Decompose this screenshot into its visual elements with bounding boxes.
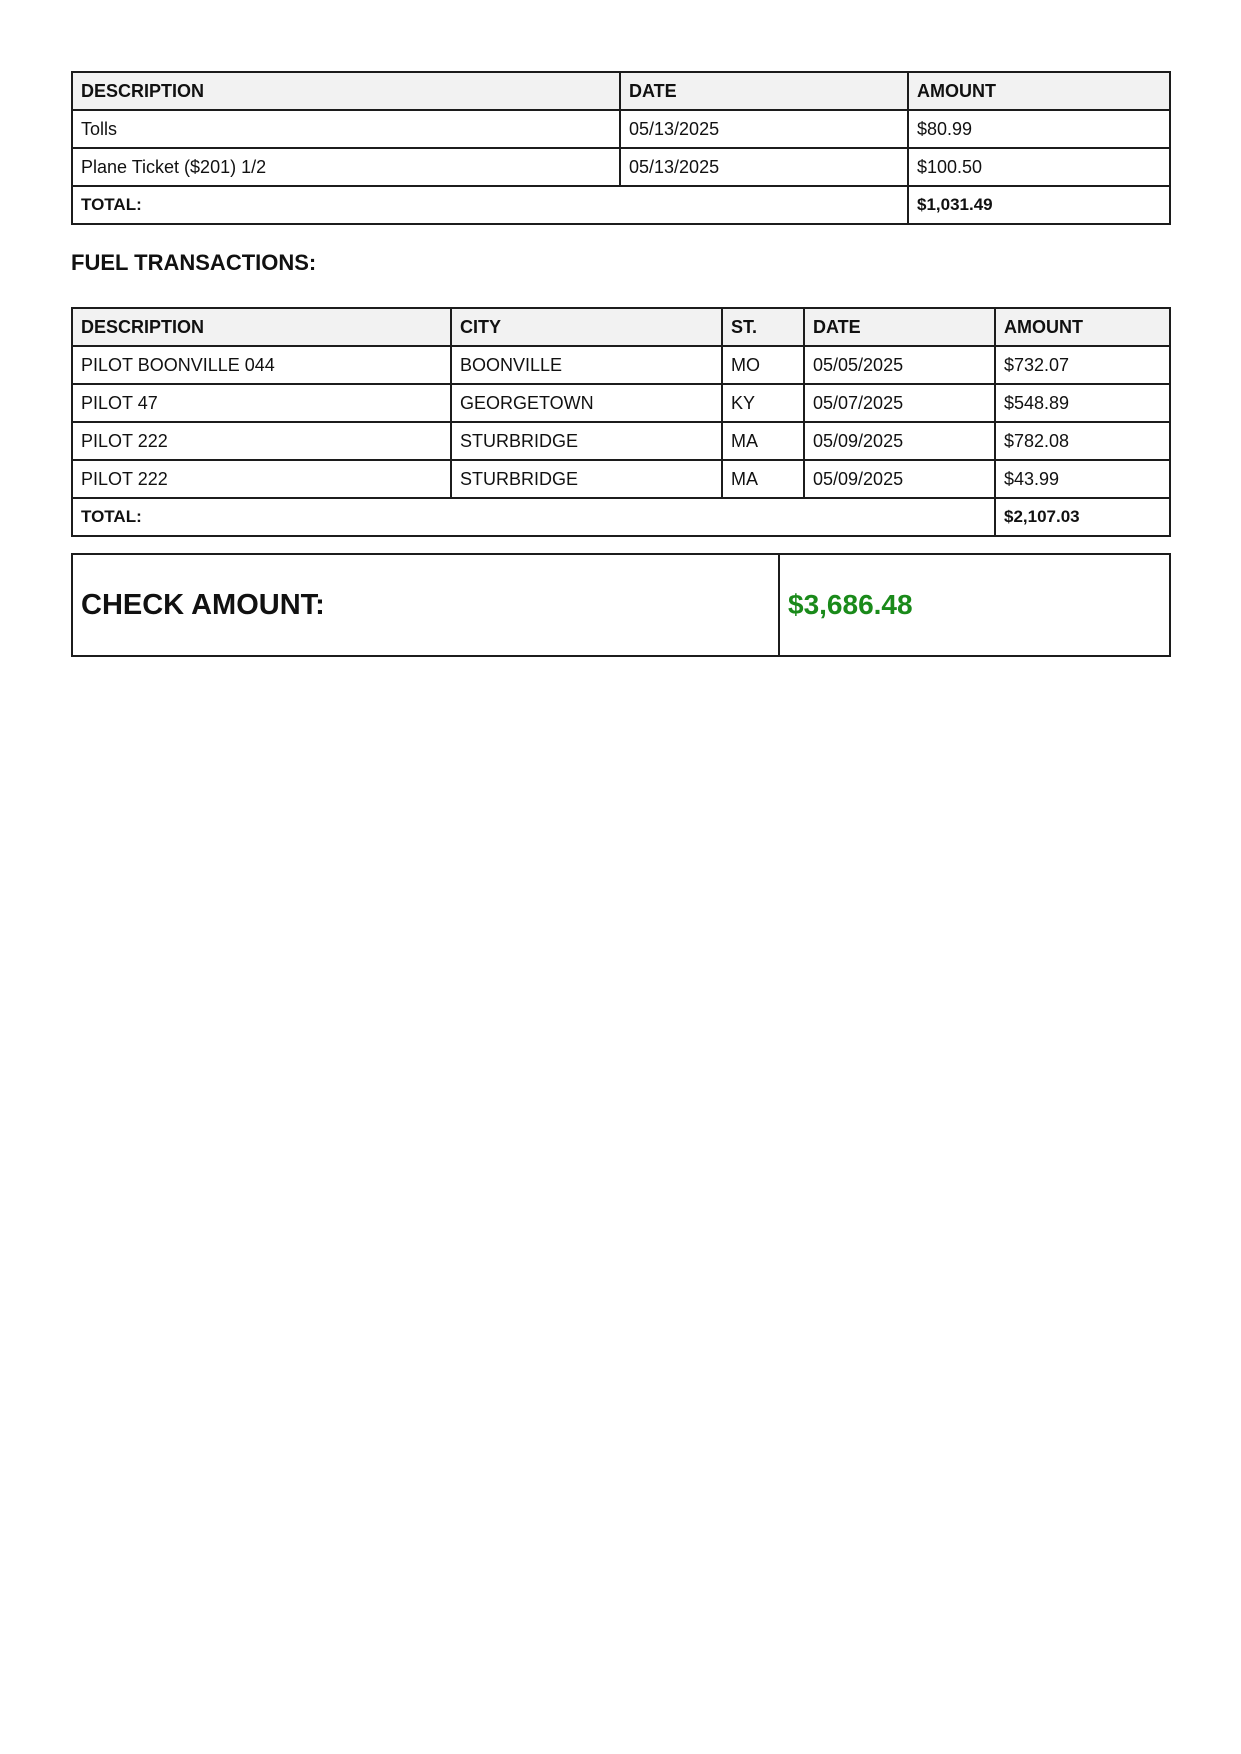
expenses-table (71, 71, 1171, 225)
fuel-transactions-table (71, 307, 1171, 537)
check-amount-label: CHECK AMOUNT: (72, 554, 779, 656)
fuel-header-row (72, 308, 1170, 346)
fuel-section-title: FUEL TRANSACTIONS: (71, 250, 317, 275)
table-row (72, 384, 1170, 422)
row-date: 05/09/2025 (804, 460, 995, 498)
table-row (72, 110, 1170, 148)
table-row (72, 148, 1170, 186)
total-label: TOTAL: (72, 186, 908, 224)
row-date: 05/09/2025 (804, 422, 995, 460)
row-city: STURBRIDGE (451, 422, 722, 460)
row-amount: $782.08 (995, 422, 1170, 460)
table-row (72, 422, 1170, 460)
row-city: GEORGETOWN (451, 384, 722, 422)
row-description: PILOT 222 (72, 422, 451, 460)
row-description: Plane Ticket ($201) 1/2 (72, 148, 620, 186)
table-row (72, 346, 1170, 384)
row-city: BOONVILLE (451, 346, 722, 384)
row-description: PILOT 222 (72, 460, 451, 498)
check-amount-row (72, 554, 1170, 656)
total-row (72, 186, 1170, 224)
row-description: Tolls (72, 110, 620, 148)
check-amount-value: $3,686.48 (779, 554, 1170, 656)
row-description: PILOT BOONVILLE 044 (72, 346, 451, 384)
row-description: PILOT 47 (72, 384, 451, 422)
row-city: STURBRIDGE (451, 460, 722, 498)
total-value: $2,107.03 (995, 498, 1170, 536)
total-label: TOTAL: (72, 498, 995, 536)
row-amount: $100.50 (908, 148, 1170, 186)
row-amount: $548.89 (995, 384, 1170, 422)
expenses-header-row (72, 72, 1170, 110)
row-amount: $80.99 (908, 110, 1170, 148)
table-row (72, 460, 1170, 498)
header-amount: AMOUNT (908, 72, 1170, 110)
row-state: KY (722, 384, 804, 422)
row-state: MA (722, 460, 804, 498)
header-description: DESCRIPTION (72, 308, 451, 346)
header-date: DATE (804, 308, 995, 346)
row-state: MA (722, 422, 804, 460)
header-description: DESCRIPTION (72, 72, 620, 110)
check-amount-box (71, 553, 1171, 657)
header-amount: AMOUNT (995, 308, 1170, 346)
row-state: MO (722, 346, 804, 384)
row-date: 05/07/2025 (804, 384, 995, 422)
header-state: ST. (722, 308, 804, 346)
row-date: 05/13/2025 (620, 110, 908, 148)
row-date: 05/13/2025 (620, 148, 908, 186)
document-page (71, 71, 1169, 657)
header-city: CITY (451, 308, 722, 346)
total-value: $1,031.49 (908, 186, 1170, 224)
row-date: 05/05/2025 (804, 346, 995, 384)
header-date: DATE (620, 72, 908, 110)
total-row (72, 498, 1170, 536)
row-amount: $732.07 (995, 346, 1170, 384)
row-amount: $43.99 (995, 460, 1170, 498)
